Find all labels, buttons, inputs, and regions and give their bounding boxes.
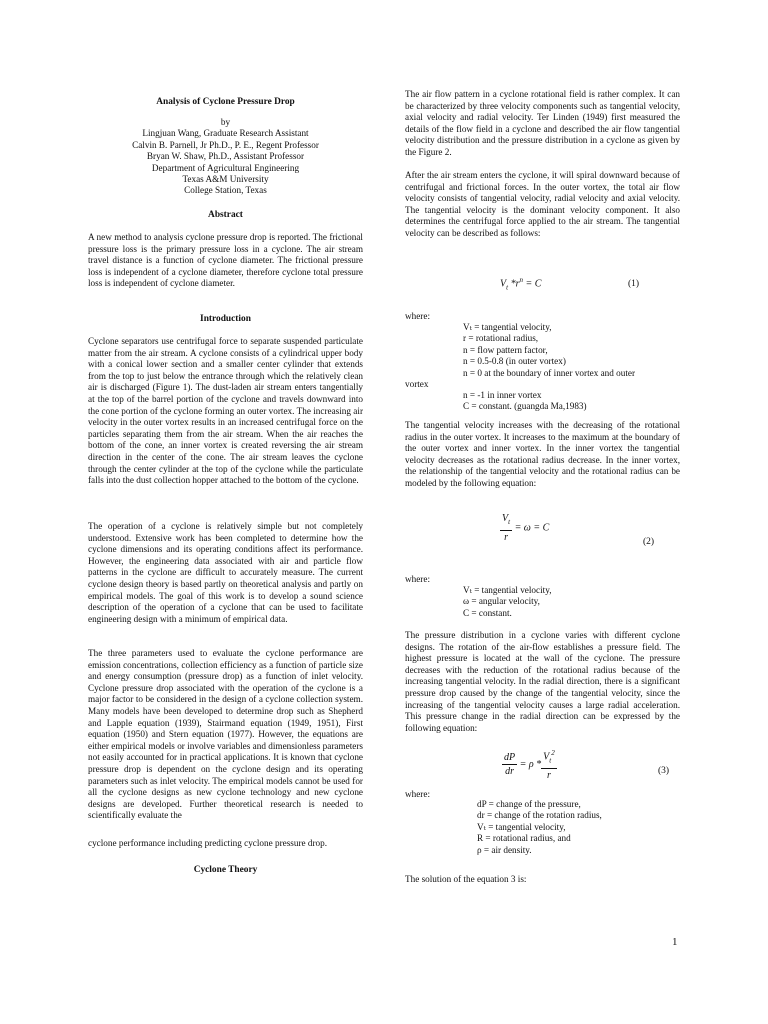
where-label-3: where: — [405, 789, 430, 799]
variable-list-1 — [463, 322, 683, 379]
right-paragraph-3: The tangential velocity increases with the decreasing of the rotational radius in the outer vortex. It increases to the maximum at the boundary of the outer vortex and inner vortex. In the inner vortex the tangential velocity decreases as the rotational radius decrease. In the inner vortex, the relationship of the tangential velocity and the rotational radius can be modeled by the following equation: — [405, 420, 680, 488]
intro-paragraph-3: The three parameters used to evaluate the cyclone performance are emission concentrations, collection efficiency as a function of particle size and energy consumption (pressure drop) as a function of inlet velocity. Cyclone pressure drop associated with the operation of the cyclone is a major factor to be considered in the design of a cyclone collection system. Many models have been developed to determine drop such as Shepherd and Lapple equation (1939), Stairmand equation (1949, 1951), First equation (1950) and Stern equation (1977). However, the equations are either empirical models or involve variables and dimensionless parameters not easily accounted for in practical applications. It is known that cyclone pressure drop is dependent on the cyclone design and its operating parameters such as inlet velocity. The empirical models cannot be used for all the cyclone designs as new cyclone technology and new cyclone designs are developed. Further theoretical research is needed to scientifically evaluate the — [88, 648, 363, 821]
equation-3: $\frac{dP}{dr}$ = ρ * $\frac{V_t^2}{r}$ — [504, 749, 555, 781]
intro-paragraph-3-end: cyclone performance including predicting cyclone pressure drop. — [88, 838, 328, 848]
author-1: Lingjuan Wang, Graduate Research Assistant — [142, 128, 309, 139]
right-paragraph-1: The air flow pattern in a cyclone rotational field is rather complex. It can be characterized by three velocity components such as tangential velocity, axial velocity and radial velocity. Ter Linden (1949) first measured the details of the flow field in a cyclone and described the air flow tangential velocity distribution and the pressure distribution in a cyclone as given by the Figure 2. — [405, 89, 680, 157]
variable-list-2 — [463, 585, 683, 619]
var3-dp: dP = change of the pressure, — [477, 799, 581, 809]
university: Texas A&M University — [182, 174, 269, 185]
where-label-1: where: — [405, 311, 430, 321]
var-n-inner: n = -1 in inner vortex — [463, 390, 542, 400]
author-2: Calvin B. Parnell, Jr Ph.D., P. E., Regent Professor — [132, 139, 319, 150]
variable-list-1b — [463, 390, 683, 413]
right-paragraph-4: The pressure distribution in a cyclone varies with different cyclone designs. The rotation of the air-flow establishes a pressure field. The highest pressure is located at the wall of the cyclone. The pressure decreases with the reduction of the rotational radius because of the increasing tangential velocity. In the radial direction, there is a significant pressure drop caused by the change of the tangential velocity, since the increasing of the tangential velocity causes a large radial acceleration. This pressure change in the radial direction can be expressed by the following equation: — [405, 630, 680, 733]
where-label-2: where: — [405, 574, 430, 584]
variable-list-3 — [477, 799, 697, 856]
intro-paragraph-1: Cyclone separators use centrifugal force to separate suspended particulate matter from the air stream. A cyclone consists of a cylindrical upper body with a conical lower section and a smaller center cylinder that extends from the top to just below the entrance through which the relatively clean air is discharged (Figure 1). The dust-laden air stream enters tangentially at the top of the barrel portion of the cyclone and travels downward into the cone portion of the cyclone forming an outer vortex. The increasing air velocity in the outer vortex results in an increased centrifugal force on the particles separating them from the air stream. When the air reaches the bottom of the cone, an inner vortex is created reversing the air stream direction in the center of the cone. The air stream leaves the cyclone through the center cylinder at the top of the cyclone while the particulate falls into the dust collection hopper attached to the bottom of the cyclone. — [88, 336, 363, 486]
equation-1-number: (1) — [628, 279, 640, 289]
var-n-boundary: n = 0 at the boundary of inner vortex and outer — [463, 367, 636, 378]
var3-rho: ρ = air density. — [477, 844, 532, 855]
introduction-heading: Introduction — [200, 314, 251, 324]
var-n: n = flow pattern factor, — [463, 344, 548, 355]
equation-3-number: (3) — [658, 766, 670, 776]
paper-title: Analysis of Cyclone Pressure Drop — [156, 97, 295, 107]
right-paragraph-2: After the air stream enters the cyclone, it will spiral downward because of centrifugal and frictional forces. In the outer vortex, the total air flow velocity consists of tangential velocity, radial velocity and axial velocity. The tangential velocity is the dominant velocity component. It also determines the centrifugal force applied to the air stream. The tangential velocity can be described as follows: — [405, 170, 680, 238]
page-number: 1 — [672, 936, 678, 948]
intro-paragraph-2: The operation of a cyclone is relatively simple but not completely understood. Extensive work has been completed to determine how the cyclone dimensions and its operating conditions affect its performance. However, the engineering data associated with air and particle flow patterns in the cyclone are difficult to accurately measure. The current cyclone design theory is based partly on theoretical analysis and partly on empirical models. The goal of this work is to develop a sound science description of the operation of a cyclone that can be used to facilitate engineering design with a minimum of empirical data. — [88, 521, 363, 624]
department: Department of Agricultural Engineering — [151, 162, 300, 173]
cyclone-theory-heading: Cyclone Theory — [193, 865, 258, 875]
abstract-heading: Abstract — [208, 210, 243, 220]
right-paragraph-5: The solution of the equation 3 is: — [405, 874, 527, 884]
author-3: Bryan W. Shaw, Ph.D., Assistant Professor — [146, 151, 305, 162]
var-vt: Vₜ = tangential velocity, — [463, 322, 552, 332]
equation-2-number: (2) — [643, 537, 655, 547]
var-n-outer: n = 0.5-0.8 (in outer vortex) — [463, 356, 566, 367]
var-c: C = constant. (guangda Ma,1983) — [463, 401, 587, 412]
byline-by: by — [220, 117, 231, 127]
abstract-text: A new method to analysis cyclone pressure drop is reported. The frictional pressure loss is the primary pressure loss in a cyclone. The air stream travel distance is a function of cyclone diameter. The frictional pressure loss is independent of a cyclone diameter, therefore cyclone total pressure loss is independent of cyclone diameter. — [88, 232, 363, 289]
author-block — [88, 117, 363, 197]
var2-omega: ω = angular velocity, — [463, 596, 540, 607]
var-n-boundary-wrap: vortex — [405, 379, 429, 389]
var2-c: C = constant. — [463, 607, 512, 618]
var-r: r = rotational radius, — [463, 333, 539, 344]
var3-r: R = rotational radius, and — [477, 833, 571, 844]
location: College Station, Texas — [184, 185, 267, 196]
equation-1: $V_t$ $*r^n = C$ — [500, 276, 542, 292]
var2-vt: Vₜ = tangential velocity, — [463, 585, 552, 595]
var3-vt: Vₜ = tangential velocity, — [477, 821, 566, 832]
var3-dr: dr = change of the rotation radius, — [477, 810, 602, 821]
equation-2: $\frac{V_t}{r}$ = ω = C — [502, 513, 550, 543]
